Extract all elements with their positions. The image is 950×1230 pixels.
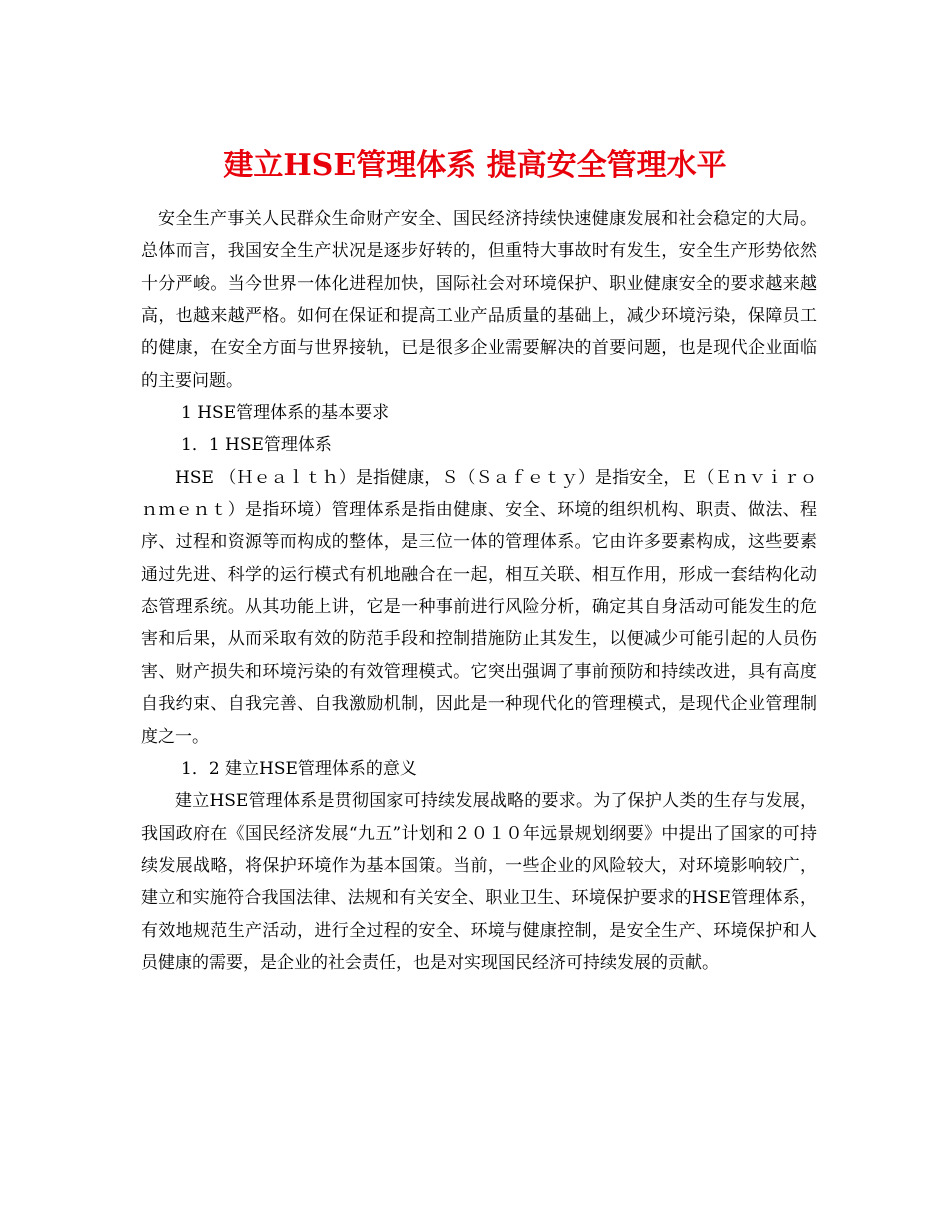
document-body bbox=[141, 203, 817, 979]
section-heading-1-2: 1．2 建立HSE管理体系的意义 bbox=[181, 758, 417, 779]
document-title: 建立HSE管理体系 提高安全管理水平 bbox=[223, 148, 727, 184]
section-heading-1: 1 HSE管理体系的基本要求 bbox=[181, 403, 390, 424]
significance-paragraph: 建立HSE管理体系是贯彻国家可持续发展战略的要求。为了保护人类的生存与发展，我国政府在《国民经济发展“九五”计划和２０１０年远景规划纲要》中提出了国家的可持续发展战略，将保护环境作为基本国策。当前，一些企业的风险较大，对环境影响较广，建立和实施符合我国法律、法规和有关安全、职业卫生、环境保护要求的HSE管理体系，有效地规范生产活动，进行全过程的安全、环境与健康控制，是安全生产、环境保护和人员健康的需要，是企业的社会责任，也是对实现国民经济可持续发展的贡献。 bbox=[141, 791, 817, 973]
section-heading-1-1: 1．1 HSE管理体系 bbox=[181, 435, 332, 456]
hse-definition-paragraph: HSE （Ｈｅａｌｔｈ）是指健康，Ｓ（Ｓａｆｅｔｙ）是指安全，Ｅ（Ｅｎｖｉｒｏｎｍｅｎｔ）是指环境）管理体系是指由健康、安全、环境的组织机构、职责、做法、程序、过程和资源等而构成的整体，是三位一体的管理体系。它由许多要素构成，这些要素通过先进、科学的运行模式有机地融合在一起，相互关联、相互作用，形成一套结构化动态管理系统。从其功能上讲，它是一种事前进行风险分析，确定其自身活动可能发生的危害和后果，从而采取有效的防范手段和控制措施防止其发生，以便减少可能引起的人员伤害、财产损失和环境污染的有效管理模式。它突出强调了事前预防和持续改进，具有高度自我约束、自我完善、自我激励机制，因此是一种现代化的管理模式，是现代企业管理制度之一。 bbox=[141, 467, 817, 747]
intro-paragraph: 安全生产事关人民群众生命财产安全、国民经济持续快速健康发展和社会稳定的大局。总体而言，我国安全生产状况是逐步好转的，但重特大事故时有发生，安全生产形势依然十分严峻。当今世界一体化进程加快，国际社会对环境保护、职业健康安全的要求越来越高，也越来越严格。如何在保证和提高工业产品质量的基础上，减少环境污染，保障员工的健康，在安全方面与世界接轨，已是很多企业需要解决的首要问题，也是现代企业面临的主要问题。 bbox=[141, 209, 817, 391]
